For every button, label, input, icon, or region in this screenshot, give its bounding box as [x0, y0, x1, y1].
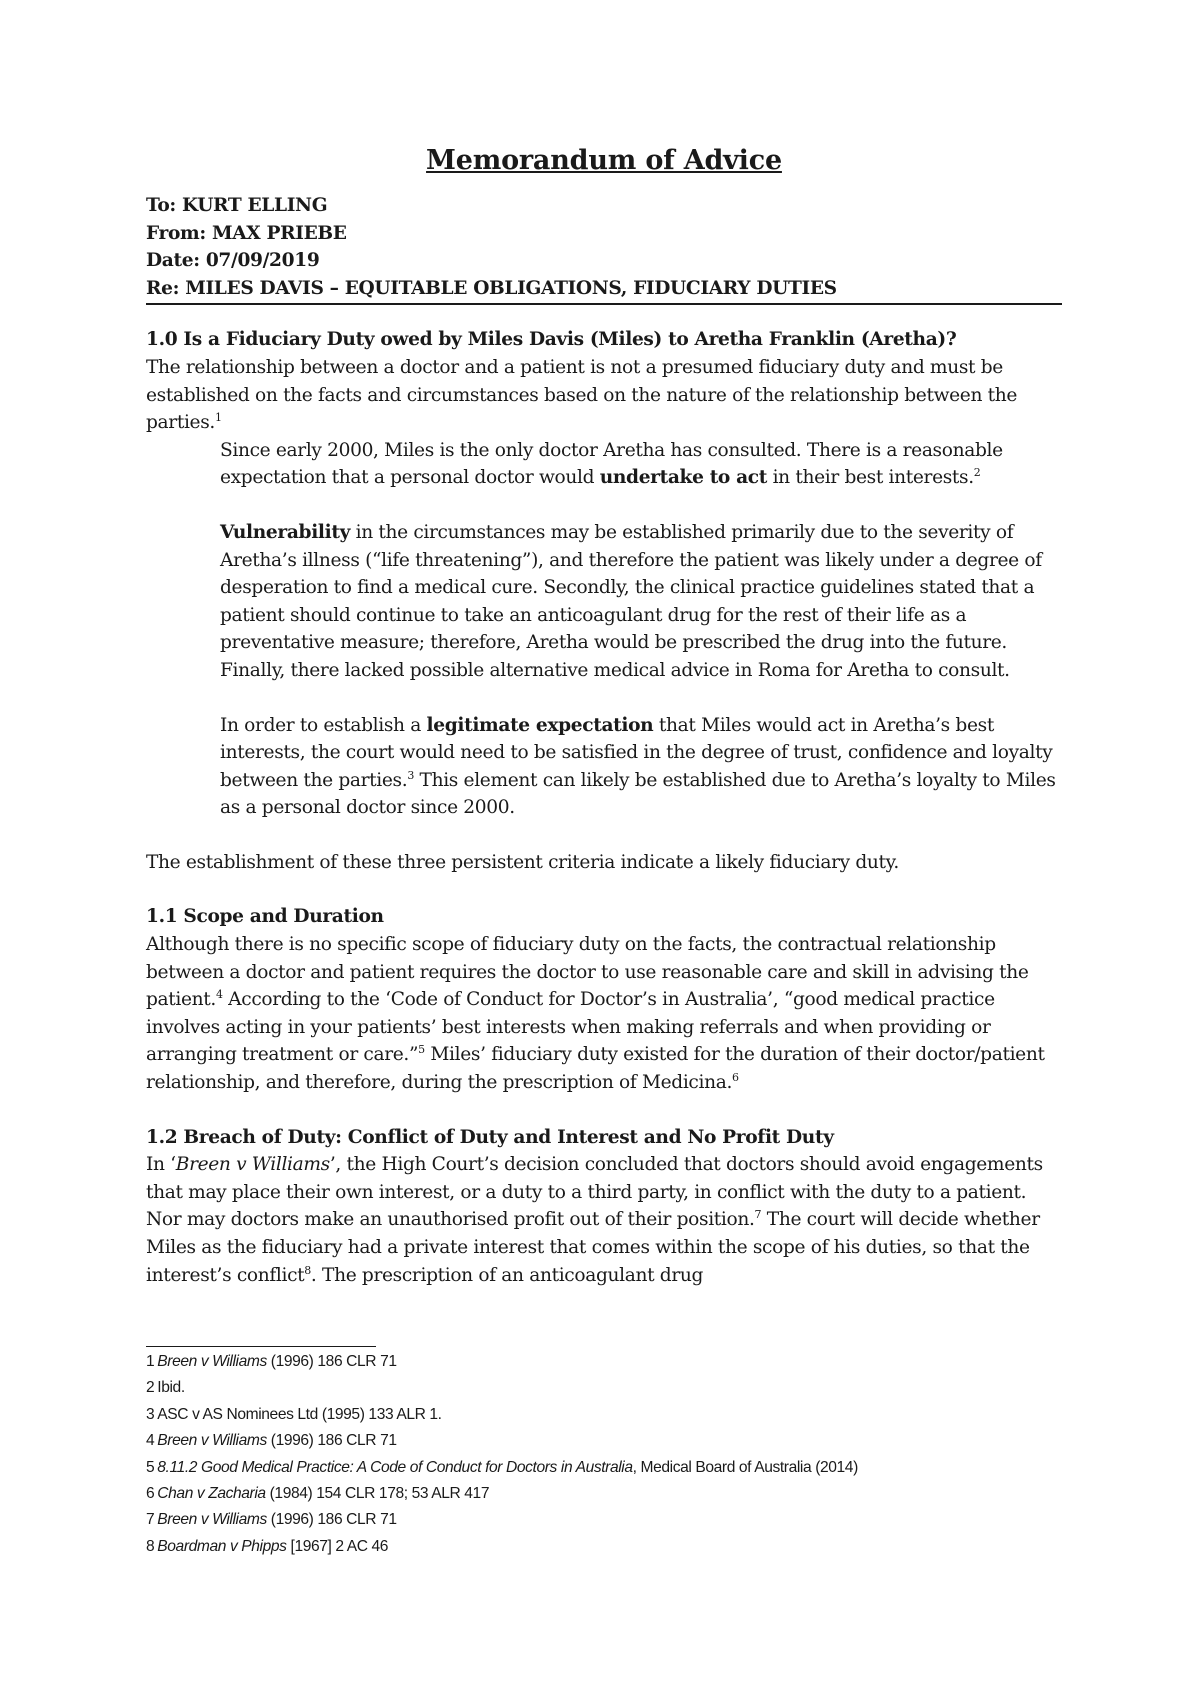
footnote-ref-4: 4 — [215, 988, 223, 1002]
memo-re: Re: MILES DAVIS – EQUITABLE OBLIGATIONS, FIDUCIARY DUTIES — [146, 275, 1062, 306]
footnote-ref-2: 2 — [973, 466, 981, 480]
section-1-2-paragraph: In ‘Breen v Williams’, the High Court’s decision concluded that doctors should avoid engagements that may place their own interest, or a duty to a third party, in conflict with the duty to a patient. Nor may doctors make an unauthorised profit out of their position.$^7$ The court will decide whether Miles as the fiduciary had a private interest that comes within the scope of his duties, so that the interest’s conflict$^8$. The prescription of an anticoagulant drug — [146, 1154, 1043, 1286]
section-1-0-heading: 1.0 Is a Fiduciary Duty owed by Miles Davis (Miles) to Aretha Franklin (Aretha)? — [146, 329, 957, 351]
footnote-ref-7: 7 — [754, 1208, 762, 1222]
memo-date: Date: 07/09/2019 — [146, 250, 320, 272]
footnote-6: 6 Chan v Zacharia (1984) 154 CLR 178; 53 ALR 417 — [146, 1485, 490, 1503]
memo-from: From: MAX PRIEBE — [146, 222, 347, 244]
footnote-ref-1: 1 — [214, 410, 222, 424]
footnotes — [146, 1346, 1062, 1560]
footnote-ref-8: 8 — [304, 1263, 311, 1277]
footnote-8: 8 Boardman v Phipps [1967] 2 AC 46 — [146, 1537, 389, 1555]
section-1-0-conclusion: The establishment of these three persistent criteria indicate a likely fiduciary duty. — [146, 851, 899, 873]
footnote-ref-5: 5 — [418, 1043, 425, 1057]
memo-body — [146, 142, 1062, 1289]
section-1-0-intro: The relationship between a doctor and a patient is not a presumed fiduciary duty and must be established on the facts and circumstances based on the nature of the relationship between the parties.$^1$ — [146, 356, 1018, 434]
footnote-3: 3 ASC v AS Nominees Ltd (1995) 133 ALR 1. — [146, 1405, 442, 1423]
footnote-2: 2 Ibid. — [146, 1379, 185, 1397]
footnote-ref-6: 6 — [732, 1070, 739, 1084]
footnote-1: 1 Breen v Williams (1996) 186 CLR 71 — [146, 1353, 397, 1370]
footnote-7: 7 Breen v Williams (1996) 186 CLR 71 — [146, 1511, 397, 1529]
vulnerability-paragraph: Vulnerability in the circumstances may be established primarily due to the severity of Aretha’s illness (“life threatening”), and therefore the patient was likely under a degree of desperation to find a medical cure. Secondly, the clinical practice guidelines stated that a patient should continue to take an anticoagulant drug for the rest of their life as a preventative measure; therefore, Aretha would be prescribed the drug into the future. Finally, there lacked possible alternative medical advice in Roma for Aretha to consult. — [220, 521, 1042, 681]
footnote-ref-3: 3 — [407, 768, 414, 782]
section-1-2-heading: 1.2 Breach of Duty: Conflict of Duty and Interest and No Profit Duty — [146, 1126, 834, 1148]
undertaking-paragraph: Since early 2000, Miles is the only doctor Aretha has consulted. There is a reasonable expectation that a personal doctor would undertake to act in their best interests.$^2$ — [220, 439, 1003, 489]
memo-title: Memorandum of Advice — [426, 145, 782, 176]
memo-to: To: KURT ELLING — [146, 195, 328, 216]
footnote-5: 5 8.11.2 Good Medical Practice: A Code of Conduct for Doctors in Australia, Medical Board of Australia (2014) — [146, 1458, 858, 1476]
footnote-separator — [146, 1346, 376, 1347]
section-1-1-paragraph: Although there is no specific scope of fiduciary duty on the facts, the contractual relationship between a doctor and patient requires the doctor to use reasonable care and skill in advising the patient.$^4$ According to the ‘Code of Conduct for Doctor’s in Australia’, “good medical practice involves acting in your patients’ best interests when making referrals and when providing or arranging treatment or care.”$^5$ Miles’ fiduciary duty existed for the duration of their doctor/patient relationship, and therefore, during the prescription of Medicina.$^6$ — [146, 934, 1045, 1094]
footnote-4: 4 Breen v Williams (1996) 186 CLR 71 — [146, 1432, 397, 1450]
legitimate-expectation-paragraph: In order to establish a legitimate expectation that Miles would act in Aretha’s best interests, the court would need to be satisfied in the degree of trust, confidence and loyalty between the parties.$^3$ This element can likely be established due to Aretha’s loyalty to Miles as a personal doctor since 2000. — [220, 714, 1056, 819]
section-1-1-heading: 1.1 Scope and Duration — [146, 906, 384, 928]
